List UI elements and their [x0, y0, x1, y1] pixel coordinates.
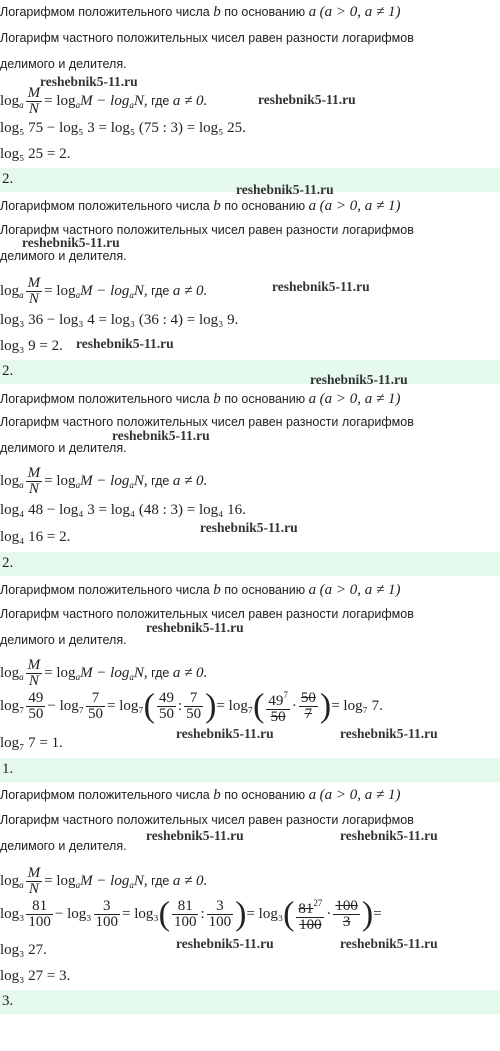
- log-base: a: [129, 479, 134, 490]
- formula-condition: a ≠ 0.: [172, 872, 208, 889]
- denominator: [172, 915, 199, 930]
- numerator-value: 81: [32, 898, 48, 914]
- numerator-value: 7: [91, 690, 100, 706]
- fraction-m-over-n: [26, 276, 43, 307]
- formula-rhs: = log: [44, 664, 76, 681]
- dot: ·: [326, 905, 332, 922]
- denominator: N: [28, 673, 39, 689]
- watermark: reshebnik5-11.ru: [176, 726, 274, 741]
- numerator-value: 49: [158, 690, 174, 706]
- superscript: 7: [283, 690, 288, 700]
- denominator: [207, 915, 234, 930]
- numerator-value: 3: [216, 898, 224, 914]
- denominator-value: 100: [95, 914, 119, 930]
- numerator: M: [27, 85, 41, 101]
- watermark: reshebnik5-11.ru: [236, 182, 334, 197]
- formula-m: M − log: [80, 472, 130, 489]
- answer-value: 2.: [2, 171, 14, 187]
- fraction-m-over-n: [26, 86, 43, 117]
- numerator-value: 81: [177, 898, 193, 914]
- fraction: [26, 899, 53, 930]
- denominator: [266, 710, 290, 725]
- log-base: a: [129, 289, 134, 300]
- math-a: a: [308, 198, 317, 214]
- numerator: [266, 688, 290, 710]
- denominator: [184, 707, 203, 722]
- denominator-value: 50: [186, 706, 202, 722]
- denominator: [26, 915, 53, 930]
- step-line: log₃ 36 − log₃ 4 = log₃ (36 : 4) = log₃ 9.: [0, 312, 239, 328]
- log-label: log: [0, 664, 20, 681]
- denominator: [86, 707, 105, 722]
- rule-definition: [0, 198, 400, 214]
- log-base: a: [19, 99, 24, 110]
- rule-text: по основанию: [220, 788, 309, 802]
- rule-quotient-line-1: Логарифм частного положительных чисел равен разности логарифмов: [0, 607, 414, 621]
- numerator: M: [27, 275, 41, 291]
- watermark: reshebnik5-11.ru: [146, 620, 244, 635]
- formula-where: где: [147, 473, 173, 488]
- fraction-m-over-n: [26, 658, 43, 689]
- log-base: a: [19, 289, 24, 300]
- fraction: [26, 691, 45, 722]
- log-base: a: [129, 671, 134, 682]
- formula-where: где: [147, 93, 173, 108]
- formula-where: где: [147, 873, 173, 888]
- log-base: a: [129, 99, 134, 110]
- fraction: [207, 899, 234, 930]
- formula-m: M − log: [80, 282, 130, 299]
- math-condition: (a > 0, a ≠ 1): [319, 582, 401, 598]
- answer-value: 2.: [2, 363, 14, 379]
- rule-quotient-line-1: Логарифм частного положительных чисел равен разности логарифмов: [0, 223, 414, 237]
- watermark: reshebnik5-11.ru: [112, 428, 210, 443]
- numerator: [333, 899, 360, 915]
- formula-m: M − log: [80, 872, 130, 889]
- watermark: reshebnik5-11.ru: [258, 92, 356, 107]
- step-line: log₄ 48 − log₄ 3 = log₄ (48 : 3) = log₄ 16.: [0, 502, 246, 518]
- log-expr: = log₇ 7.: [331, 697, 383, 714]
- denominator-value: 100: [299, 917, 322, 933]
- denominator-value: 7: [304, 706, 313, 722]
- left-paren: (: [158, 895, 170, 933]
- answer-bar: [0, 360, 500, 384]
- rule-text: по основанию: [220, 199, 309, 213]
- formula-rhs: = log: [44, 472, 76, 489]
- numerator-value: 7: [189, 690, 198, 706]
- log-expr: = log₇: [107, 697, 144, 714]
- watermark: reshebnik5-11.ru: [40, 74, 138, 89]
- log-base: a: [75, 879, 81, 890]
- log-expr: − log₇: [47, 697, 85, 714]
- numerator-value: 49: [28, 690, 44, 706]
- log-label: log: [0, 282, 20, 299]
- formula-condition: a ≠ 0.: [172, 664, 208, 681]
- denominator: [299, 707, 318, 722]
- math-a: a: [308, 787, 317, 803]
- answer-bar: [0, 758, 500, 782]
- numerator: M: [27, 865, 41, 881]
- right-paren: ): [205, 687, 217, 725]
- answer-value: 1.: [2, 761, 14, 777]
- watermark: reshebnik5-11.ru: [200, 520, 298, 535]
- denominator-value: 50: [28, 706, 44, 722]
- formula-m: M − log: [80, 92, 130, 109]
- rule-quotient-line-2: делимого и делителя.: [0, 441, 127, 455]
- numerator: [296, 896, 324, 918]
- numerator: [94, 899, 121, 915]
- left-paren: (: [253, 687, 265, 725]
- numerator: [157, 691, 176, 707]
- formula-where: где: [147, 283, 173, 298]
- formula-condition: a ≠ 0.: [172, 282, 208, 299]
- rule-quotient-line-2: делимого и делителя.: [0, 249, 127, 263]
- denominator-value: 3: [342, 914, 351, 930]
- math-b: b: [213, 198, 221, 214]
- rule-text: Логарифмом положительного числа: [0, 583, 214, 597]
- rule-text: по основанию: [220, 392, 309, 406]
- formula-condition: a ≠ 0.: [172, 472, 208, 489]
- right-paren: ): [319, 687, 332, 725]
- step-line-fractions: [0, 896, 382, 933]
- log-base: a: [75, 671, 81, 682]
- denominator: [296, 918, 324, 933]
- answer-value: 2.: [2, 555, 14, 571]
- step-line: log₅ 75 − log₅ 3 = log₅ (75 : 3) = log₅ 25.: [0, 120, 246, 136]
- numerator: [86, 691, 105, 707]
- numerator: [299, 691, 318, 707]
- denominator-value: 50: [270, 709, 286, 725]
- formula-m: M − log: [80, 664, 130, 681]
- log-base: a: [75, 479, 81, 490]
- formula-n: N,: [133, 92, 148, 109]
- numerator-value: 50: [300, 690, 316, 706]
- log-expr: log₇: [0, 697, 25, 714]
- denominator-value: 50: [88, 706, 104, 722]
- step-line: log₃ 27.: [0, 942, 47, 958]
- numerator: [26, 691, 45, 707]
- denominator: [157, 707, 176, 722]
- log-expr: = log₃: [246, 905, 284, 922]
- formula-n: N,: [133, 282, 148, 299]
- step-line-fractions: [0, 688, 383, 725]
- step-line: log₃ 9 = 2.: [0, 338, 63, 354]
- math-a: a: [308, 582, 317, 598]
- fraction: [94, 899, 121, 930]
- numerator-value: 81: [298, 901, 314, 917]
- watermark: reshebnik5-11.ru: [340, 828, 438, 843]
- log-expr: = log₃: [122, 905, 159, 922]
- formula-n: N,: [133, 472, 148, 489]
- watermark: reshebnik5-11.ru: [310, 372, 408, 387]
- fraction-cancelled: [299, 691, 318, 722]
- numerator: [26, 899, 53, 915]
- denominator-value: 100: [28, 914, 51, 930]
- right-paren: ): [361, 895, 374, 933]
- denominator: N: [28, 881, 39, 897]
- denominator: N: [28, 101, 39, 117]
- log-expr: − log₃: [54, 905, 92, 922]
- numerator: [207, 899, 234, 915]
- rule-quotient-line-1: Логарифм частного положительных чисел равен разности логарифмов: [0, 31, 414, 45]
- math-condition: (a > 0, a ≠ 1): [319, 391, 401, 407]
- math-b: b: [213, 391, 221, 407]
- watermark: reshebnik5-11.ru: [272, 279, 370, 294]
- log-expr: = log₇: [216, 697, 254, 714]
- log-base: a: [19, 879, 24, 890]
- fraction: [184, 691, 203, 722]
- rule-quotient-line-2: делимого и делителя.: [0, 839, 127, 853]
- rule-text: по основанию: [220, 583, 309, 597]
- math-b: b: [213, 787, 221, 803]
- denominator-value: 50: [158, 706, 174, 722]
- denominator: N: [28, 481, 39, 497]
- rule-definition: [0, 787, 400, 803]
- superscript: 27: [313, 898, 323, 908]
- quotient-formula: [0, 866, 207, 897]
- fraction: [172, 899, 199, 930]
- numerator-value: 49: [268, 693, 284, 709]
- denominator: N: [28, 291, 39, 307]
- rule-text: Логарифмом положительного числа: [0, 199, 214, 213]
- answer-bar: [0, 990, 500, 1014]
- fraction-cancelled: [266, 688, 290, 725]
- watermark: reshebnik5-11.ru: [22, 235, 120, 250]
- colon: :: [177, 697, 183, 714]
- fraction-cancelled: [296, 896, 324, 933]
- formula-rhs: = log: [44, 92, 76, 109]
- watermark: reshebnik5-11.ru: [76, 336, 174, 351]
- rule-definition: [0, 582, 400, 598]
- denominator-value: 100: [173, 914, 197, 930]
- fraction-m-over-n: [26, 466, 43, 497]
- log-label: log: [0, 92, 20, 109]
- answer-bar: [0, 552, 500, 576]
- quotient-formula: [0, 658, 207, 689]
- answer-value: 3.: [2, 993, 14, 1009]
- step-line: log₄ 16 = 2.: [0, 529, 71, 545]
- fraction-cancelled: [333, 899, 360, 930]
- denominator: [333, 915, 360, 930]
- right-paren: ): [235, 895, 247, 933]
- rule-quotient-line-2: делимого и делителя.: [0, 633, 127, 647]
- rule-quotient-line-1: Логарифм частного положительных чисел равен разности логарифмов: [0, 813, 414, 827]
- denominator-value: 100: [208, 914, 232, 930]
- log-label: log: [0, 872, 20, 889]
- fraction: [86, 691, 105, 722]
- denominator: [94, 915, 121, 930]
- watermark: reshebnik5-11.ru: [340, 726, 438, 741]
- log-base: a: [75, 289, 81, 300]
- numerator-value: 3: [103, 898, 111, 914]
- math-b: b: [213, 582, 221, 598]
- quotient-formula: [0, 466, 207, 497]
- math-b: b: [213, 4, 221, 20]
- math-condition: (a > 0, a ≠ 1): [319, 198, 401, 214]
- math-a: a: [308, 4, 317, 20]
- left-paren: (: [283, 895, 295, 933]
- log-expr: log₃: [0, 905, 25, 922]
- fraction: [157, 691, 176, 722]
- log-base: a: [19, 479, 24, 490]
- formula-condition: a ≠ 0.: [172, 92, 208, 109]
- log-label: log: [0, 472, 20, 489]
- rule-definition: [0, 391, 400, 407]
- math-condition: (a > 0, a ≠ 1): [319, 4, 401, 20]
- watermark: reshebnik5-11.ru: [146, 828, 244, 843]
- fraction-m-over-n: [26, 866, 43, 897]
- formula-rhs: = log: [44, 872, 76, 889]
- dot: ·: [291, 697, 297, 714]
- math-a: a: [308, 391, 317, 407]
- left-paren: (: [143, 687, 155, 725]
- watermark: reshebnik5-11.ru: [176, 936, 274, 951]
- log-base: a: [19, 671, 24, 682]
- denominator: [26, 707, 45, 722]
- numerator: M: [27, 465, 41, 481]
- log-base: a: [129, 879, 134, 890]
- step-line: log₃ 27 = 3.: [0, 968, 71, 984]
- numerator-value: 100: [335, 898, 358, 914]
- numerator: [172, 899, 199, 915]
- rule-text: Логарифмом положительного числа: [0, 392, 214, 406]
- watermark: reshebnik5-11.ru: [340, 936, 438, 951]
- formula-where: где: [147, 665, 173, 680]
- numerator: [184, 691, 203, 707]
- formula-rhs: = log: [44, 282, 76, 299]
- formula-n: N,: [133, 872, 148, 889]
- rule-text: по основанию: [220, 5, 309, 19]
- formula-n: N,: [133, 664, 148, 681]
- log-expr: =: [373, 905, 382, 922]
- quotient-formula: [0, 86, 207, 117]
- step-line: log₇ 7 = 1.: [0, 735, 63, 751]
- quotient-formula: [0, 276, 207, 307]
- rule-text: Логарифмом положительного числа: [0, 5, 214, 19]
- rule-quotient-line-2: делимого и делителя.: [0, 57, 127, 71]
- rule-definition: [0, 4, 400, 20]
- log-base: a: [75, 99, 81, 110]
- colon: :: [200, 905, 205, 922]
- rule-quotient-line-1: Логарифм частного положительных чисел равен разности логарифмов: [0, 415, 414, 429]
- step-line: log₅ 25 = 2.: [0, 146, 71, 162]
- rule-text: Логарифмом положительного числа: [0, 788, 214, 802]
- numerator: M: [27, 657, 41, 673]
- math-condition: (a > 0, a ≠ 1): [319, 787, 401, 803]
